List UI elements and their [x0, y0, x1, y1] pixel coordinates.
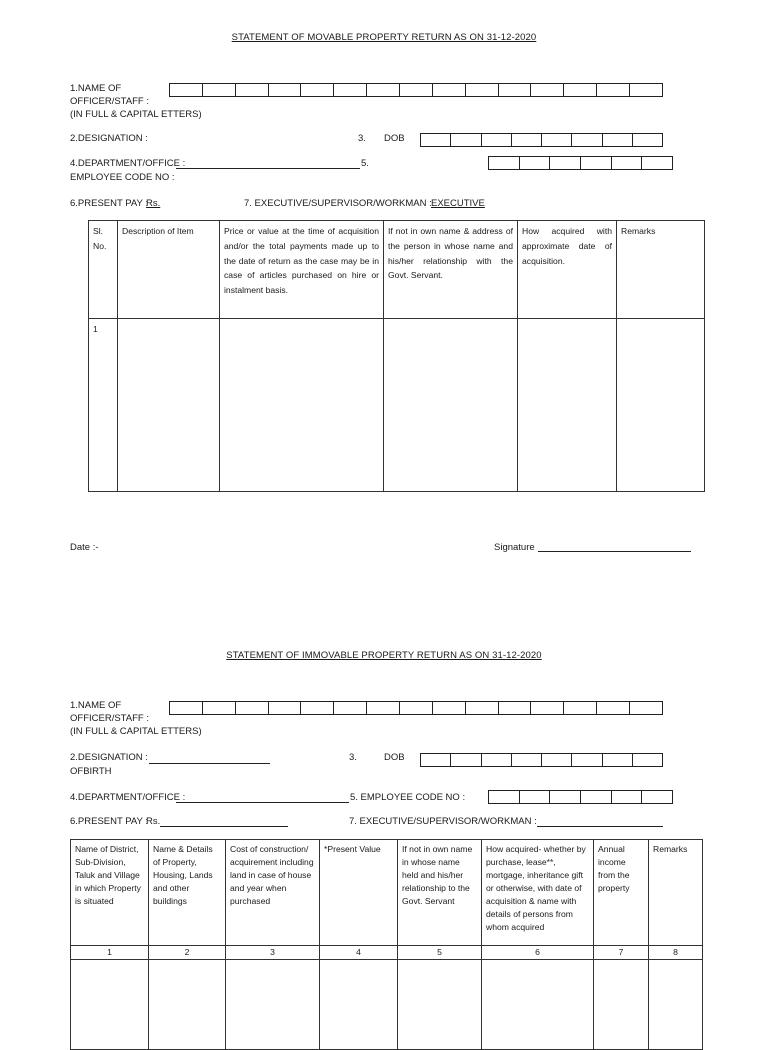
header-how-acquired: How acquired- whether by purchase, lease**, mortgage, inheritance gift or otherwise, with date of acquisition & name with details of persons from whom acquired: [482, 840, 594, 946]
movable-category-value: EXECUTIVE: [431, 198, 485, 209]
header-description: Description of Item: [118, 221, 220, 319]
immovable-pay-value: Rs.: [146, 816, 161, 827]
movable-dob-label: DOB: [384, 133, 405, 144]
movable-date-label: Date :-: [70, 542, 99, 553]
immovable-dob-number: 3.: [349, 752, 357, 763]
immovable-category-field[interactable]: [537, 826, 663, 827]
immovable-designation-label: 2.DESIGNATION :: [70, 752, 148, 763]
header-remarks: Remarks: [617, 221, 705, 319]
header-sl-no: Sl. No.: [89, 221, 118, 319]
row-property-details-cell[interactable]: [149, 960, 226, 1050]
header-not-own-name: If not in own name in whose name held and his/her relationship to the Govt. Servant: [398, 840, 482, 946]
row-price-cell[interactable]: [220, 319, 384, 492]
table-row: [89, 319, 705, 492]
row-annual-income-cell[interactable]: [594, 960, 649, 1050]
movable-employee-number: 5.: [361, 158, 369, 169]
movable-category-label: 7. EXECUTIVE/SUPERVISOR/WORKMAN :: [244, 198, 432, 209]
header-not-own-name: If not in own name & address of the person in whose name and his/her relationship with the Govt. Servant.: [384, 221, 518, 319]
movable-name-label: 1.NAME OF OFFICER/STAFF : (IN FULL & CAPITAL ETTERS): [70, 83, 202, 120]
header-cost: Cost of construction/ acquirement including land in case of house and year when purchased: [226, 840, 320, 946]
immovable-department-label: 4.DEPARTMENT/OFFICE :: [70, 792, 186, 803]
header-how-acquired: How acquired with approximate date of acquisition.: [518, 221, 617, 319]
header-price-value: Price or value at the time of acquisition and/or the total payments made up to the date of return as the case may be in case of articles purchased on hire or instalment basis.: [220, 221, 384, 319]
row-not-own-name-cell[interactable]: [384, 319, 518, 492]
row-how-acquired-cell[interactable]: [518, 319, 617, 492]
movable-designation-label: 2.DESIGNATION :: [70, 133, 148, 144]
header-location: Name of District, Sub-Division, Taluk and Village in which Property is situated: [71, 840, 149, 946]
row-cost-cell[interactable]: [226, 960, 320, 1050]
movable-dob-number: 3.: [358, 133, 366, 144]
header-remarks: Remarks: [649, 840, 703, 946]
movable-employee-code-label: EMPLOYEE CODE NO :: [70, 172, 175, 183]
immovable-table-header-row: [71, 840, 703, 946]
immovable-dob-input-boxes[interactable]: [420, 753, 663, 767]
immovable-pay-field[interactable]: [160, 826, 288, 827]
immovable-designation-field[interactable]: [149, 763, 270, 764]
movable-signature-line[interactable]: [538, 551, 691, 552]
immovable-category-label: 7. EXECUTIVE/SUPERVISOR/WORKMAN :: [349, 816, 537, 827]
movable-employee-code-boxes[interactable]: [488, 156, 673, 170]
immovable-name-label: 1.NAME OF OFFICER/STAFF : (IN FULL & CAPITAL ETTERS): [70, 700, 202, 737]
table-row: [71, 960, 703, 1050]
immovable-employee-code-label: 5. EMPLOYEE CODE NO :: [350, 792, 466, 803]
immovable-employee-code-boxes[interactable]: [488, 790, 673, 804]
immovable-title: STATEMENT OF IMMOVABLE PROPERTY RETURN AS ON 31-12-2020: [226, 650, 542, 661]
column-number: 5: [398, 946, 482, 960]
row-location-cell[interactable]: [71, 960, 149, 1050]
row-remarks-cell[interactable]: [649, 960, 703, 1050]
movable-property-table: [88, 220, 705, 492]
immovable-ofbirth-label: OFBIRTH: [70, 766, 112, 777]
movable-pay-value: Rs.: [146, 198, 161, 209]
header-annual-income: Annual income from the property: [594, 840, 649, 946]
immovable-dob-label: DOB: [384, 752, 405, 763]
movable-department-label: 4.DEPARTMENT/OFFICE :: [70, 158, 186, 169]
column-number: 8: [649, 946, 703, 960]
movable-department-field[interactable]: [176, 168, 360, 169]
immovable-column-number-row: [71, 946, 703, 960]
column-number: 3: [226, 946, 320, 960]
row-present-value-cell[interactable]: [320, 960, 398, 1050]
row-not-own-name-cell[interactable]: [398, 960, 482, 1050]
column-number: 7: [594, 946, 649, 960]
column-number: 1: [71, 946, 149, 960]
column-number: 4: [320, 946, 398, 960]
immovable-pay-label: 6.PRESENT PAY :: [70, 816, 148, 827]
movable-signature-label: Signature: [494, 542, 535, 553]
column-number: 6: [482, 946, 594, 960]
movable-pay-label: 6.PRESENT PAY :: [70, 198, 148, 209]
header-property-details: Name & Details of Property, Housing, Lands and other buildings: [149, 840, 226, 946]
immovable-name-input-boxes[interactable]: [169, 701, 663, 715]
immovable-property-table: [70, 839, 703, 1050]
row-how-acquired-cell[interactable]: [482, 960, 594, 1050]
row-description-cell[interactable]: [118, 319, 220, 492]
row-remarks-cell[interactable]: [617, 319, 705, 492]
movable-title: STATEMENT OF MOVABLE PROPERTY RETURN AS ON 31-12-2020: [231, 32, 537, 43]
movable-name-input-boxes[interactable]: [169, 83, 663, 97]
header-present-value: *Present Value: [320, 840, 398, 946]
row-sl-no: 1: [89, 319, 118, 492]
movable-dob-input-boxes[interactable]: [420, 133, 663, 147]
column-number: 2: [149, 946, 226, 960]
immovable-department-field[interactable]: [176, 802, 349, 803]
movable-table-header-row: [89, 221, 705, 319]
